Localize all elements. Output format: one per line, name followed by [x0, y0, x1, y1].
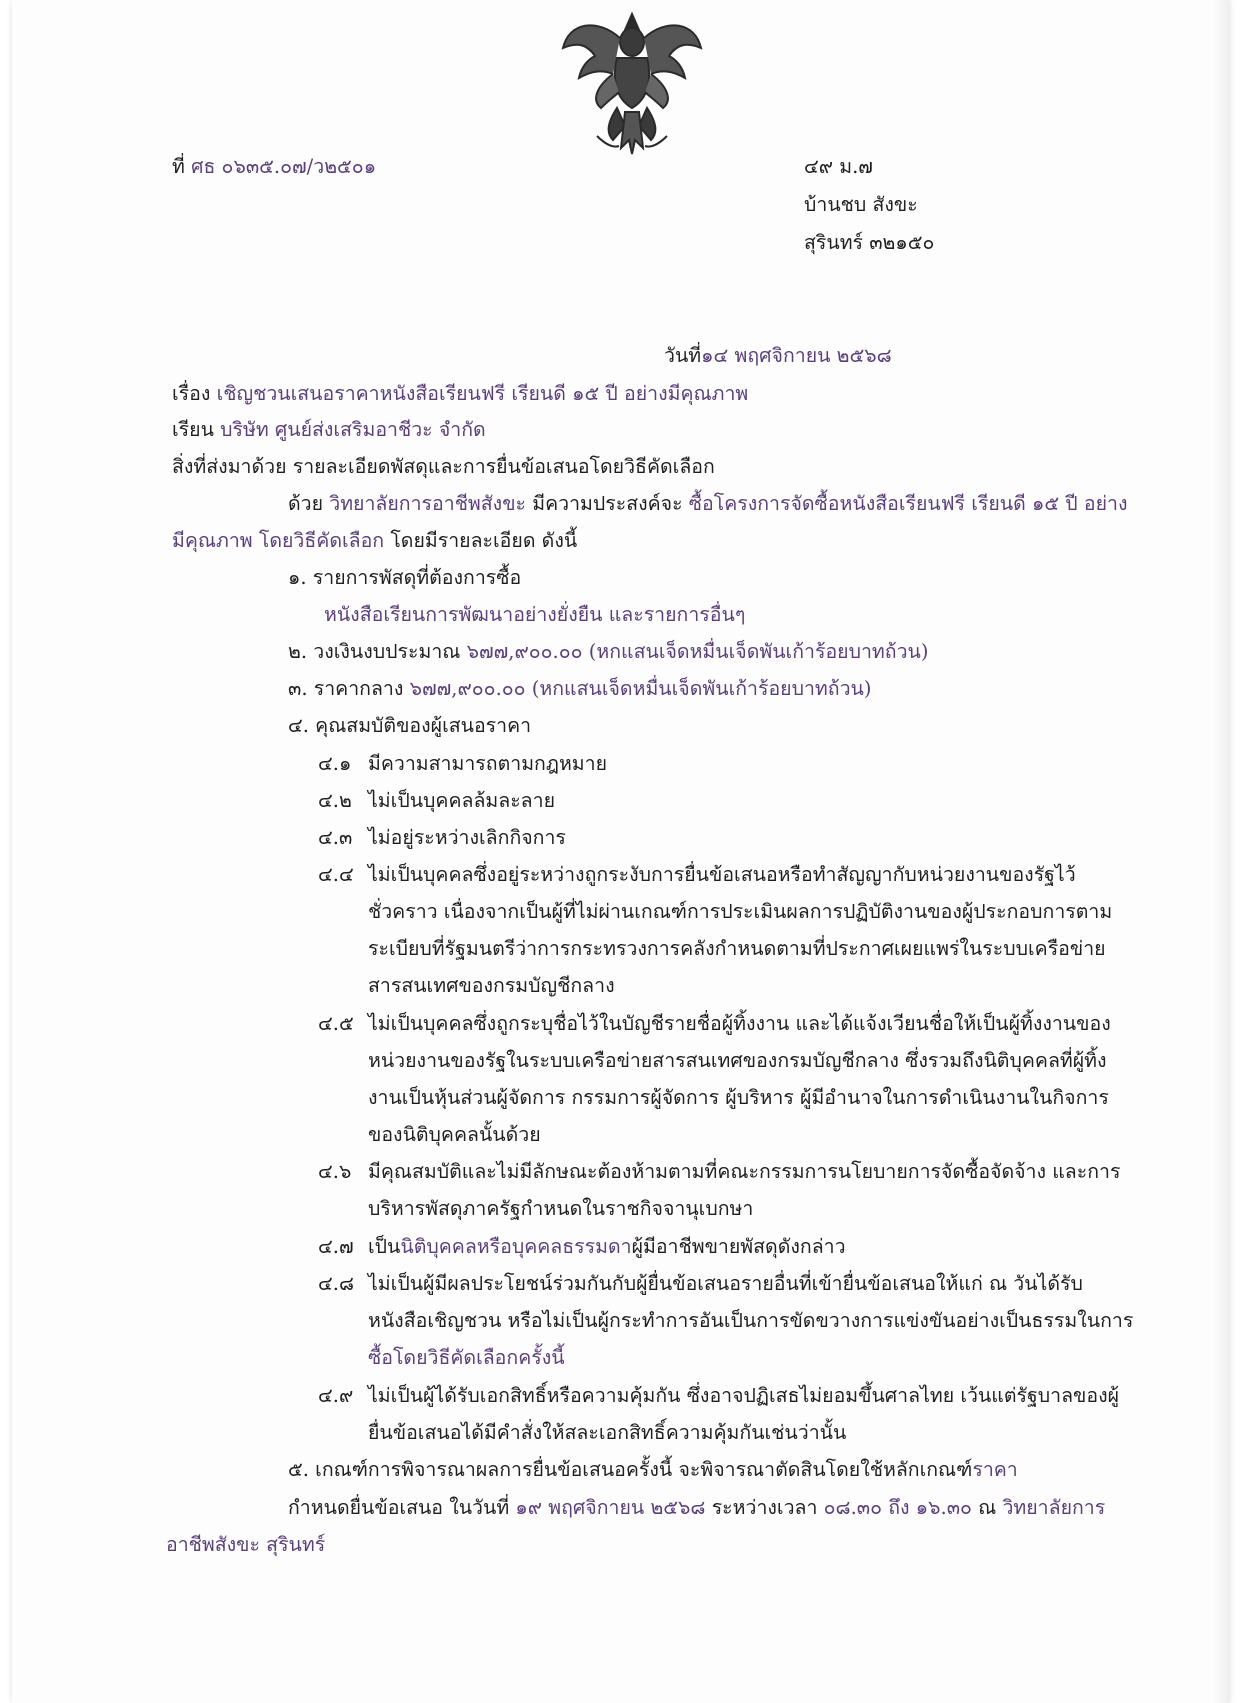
qual-4-1: มีความสามารถตามกฎหมาย	[368, 752, 608, 775]
address-line-3: สุรินทร์ ๓๒๑๕๐	[804, 231, 935, 254]
qual-4-4-line-1: ไม่เป็นบุคคลซึ่งอยู่ระหว่างถูกระงับการยื่นข้อเสนอหรือทำสัญญากับหน่วยงานของรัฐไว้	[368, 863, 1076, 886]
address-line-2: บ้านชบ สังขะ	[804, 193, 918, 216]
qual-4-4-line-2: ชั่วคราว เนื่องจากเป็นผู้ที่ไม่ผ่านเกณฑ์การประเมินผลการปฏิบัติงานของผู้ประกอบการตาม	[368, 900, 1113, 923]
deadline-date: ๑๙ พฤศจิกายน ๒๕๖๘	[515, 1496, 706, 1519]
qual-text: ผู้มีอาชีพขายพัสดุดังกล่าว	[631, 1235, 846, 1258]
subject-line	[172, 380, 748, 408]
qual-4-3: ไม่อยู่ระหว่างเลิกกิจการ	[368, 826, 566, 849]
intro-line-1	[288, 490, 1127, 518]
qual-4-6-line-2: บริหารพัสดุภาครัฐกำหนดในราชกิจจานุเบกษา	[368, 1197, 754, 1220]
date-value: ๑๔ พฤศจิกายน ๒๕๖๘	[701, 344, 892, 367]
qual-4-5-num: ๔.๕	[318, 1012, 354, 1035]
qual-text: เป็น	[368, 1235, 401, 1258]
reference-line	[172, 153, 376, 181]
intro-text: ด้วย	[288, 492, 324, 515]
subject-label: เรื่อง	[172, 382, 211, 405]
qual-4-9-line-2: ยื่นข้อเสนอได้มีคำสั่งให้สละเอกสิทธิ์ความคุ้มกันเช่นว่านั้น	[368, 1421, 847, 1444]
deadline-text: กำหนดยื่นข้อเสนอ ในวันที่	[288, 1496, 510, 1519]
date-label: วันที่	[664, 344, 702, 367]
qual-4-1-num: ๔.๑	[318, 752, 352, 775]
qual-4-5-line-1: ไม่เป็นบุคคลซึ่งถูกระบุชื่อไว้ในบัญชีรายชื่อผู้ทิ้งงาน และได้แจ้งเวียนชื่อให้เป็นผู้ทิ้งงานของ	[368, 1012, 1111, 1035]
item-4-label: ๔. คุณสมบัติของผู้เสนอราคา	[288, 714, 532, 737]
intro-text: มีความประสงค์จะ	[532, 492, 683, 515]
item-3-value: ๖๗๗,๙๐๐.๐๐ (หกแสนเจ็ดหมื่นเจ็ดพันเก้าร้อยบาทถ้วน)	[409, 677, 872, 700]
qual-4-9-line-1: ไม่เป็นผู้ได้รับเอกสิทธิ์หรือความคุ้มกัน ซึ่งอาจปฏิเสธไม่ยอมขึ้นศาลไทย เว้นแต่รัฐบาลของผู้	[368, 1384, 1120, 1407]
item-3-label: ๓. ราคากลาง	[288, 677, 404, 700]
qual-4-5-line-4: ของนิติบุคคลนั้นด้วย	[368, 1123, 541, 1146]
qual-4-4-num: ๔.๔	[318, 863, 354, 886]
qual-4-2-num: ๔.๒	[318, 789, 352, 812]
deadline-time: ๐๘.๓๐ ถึง ๑๖.๓๐	[823, 1496, 972, 1519]
criteria-basis: ราคา	[972, 1458, 1018, 1481]
enclosure-label: สิ่งที่ส่งมาด้วย	[172, 455, 287, 478]
deadline-place: วิทยาลัยการ	[1002, 1496, 1106, 1519]
qual-4-7	[368, 1233, 846, 1261]
address-line-1: ๔๙ ม.๗	[804, 155, 873, 178]
qual-4-9-num: ๔.๙	[318, 1384, 354, 1407]
deadline-line-1	[288, 1494, 1105, 1522]
intro-text: โดยมีรายละเอียด ดังนี้	[390, 529, 578, 552]
entity-type: นิติบุคคลหรือบุคคลธรรมดา	[400, 1235, 632, 1258]
garuda-emblem-icon	[557, 8, 707, 160]
qual-4-8-line-3: ซื้อโดยวิธีคัดเลือกครั้งนี้	[368, 1346, 565, 1369]
intro-line-2	[172, 527, 577, 555]
recipient-value: บริษัท ศูนย์ส่งเสริมอาชีวะ จำกัด	[220, 418, 486, 441]
qual-4-6-num: ๔.๖	[318, 1160, 352, 1183]
reference-label: ที่	[172, 155, 185, 178]
qual-4-7-num: ๔.๗	[318, 1235, 354, 1258]
qual-4-3-num: ๔.๓	[318, 826, 353, 849]
deadline-text: ระหว่างเวลา	[711, 1496, 818, 1519]
qual-4-5-line-3: งานเป็นหุ้นส่วนผู้จัดการ กรรมการผู้จัดการ ผู้บริหาร ผู้มีอำนาจในการดำเนินงานในกิจการ	[368, 1086, 1109, 1109]
scan-edge-shadow	[1212, 0, 1230, 1703]
deadline-text: ณ	[978, 1496, 997, 1519]
qual-4-8-line-2: หนังสือเชิญชวน หรือไม่เป็นผู้กระทำการอันเป็นการขัดขวางการแข่งขันอย่างเป็นธรรมในการ	[368, 1309, 1134, 1332]
qual-4-2: ไม่เป็นบุคคลล้มละลาย	[368, 789, 556, 812]
deadline-line-2: อาชีพสังขะ สุรินทร์	[166, 1533, 326, 1556]
recipient-line	[172, 416, 486, 444]
criteria-text: ๕. เกณฑ์การพิจารณาผลการยื่นข้อเสนอครั้งนี้ จะพิจารณาตัดสินโดยใช้หลักเกณฑ์	[288, 1458, 973, 1481]
qual-4-4-line-4: สารสนเทศของกรมบัญชีกลาง	[368, 974, 615, 997]
qual-4-6-line-1: มีคุณสมบัติและไม่มีลักษณะต้องห้ามตามที่คณะกรรมการนโยบายการจัดซื้อจัดจ้าง และการ	[368, 1160, 1121, 1183]
date-line	[664, 342, 892, 370]
enclosure-value: รายละเอียดพัสดุและการยื่นข้อเสนอโดยวิธีคัดเลือก	[292, 455, 715, 478]
item-1-value: หนังสือเรียนการพัฒนาอย่างยั่งยืน และรายการอื่นๆ	[324, 603, 746, 626]
recipient-label: เรียน	[172, 418, 214, 441]
qual-4-8-num: ๔.๘	[318, 1272, 355, 1295]
reference-number: ศธ ๐๖๓๕.๐๗/ว๒๕๐๑	[191, 155, 377, 178]
college-name: วิทยาลัยการอาชีพสังขะ	[329, 492, 527, 515]
method-name: โดยวิธีคัดเลือก	[258, 529, 385, 552]
enclosure-line	[172, 453, 715, 481]
item-3-line	[288, 675, 871, 703]
qual-4-4-line-3: ระเบียบที่รัฐมนตรีว่าการกระทรวงการคลังกำหนดตามที่ประกาศเผยแพร่ในระบบเครือข่าย	[368, 937, 1106, 960]
subject-value: เชิญชวนเสนอราคาหนังสือเรียนฟรี เรียนดี ๑๕ ปี อย่างมีคุณภาพ	[216, 382, 749, 405]
item-2-line	[288, 638, 928, 666]
letter-page	[12, 0, 1230, 1703]
qual-4-8-line-1: ไม่เป็นผู้มีผลประโยชน์ร่วมกันกับผู้ยื่นข้อเสนอรายอื่นที่เข้ายื่นข้อเสนอให้แก่ ณ วันได้รับ	[368, 1272, 1083, 1295]
project-name-cont: มีคุณภาพ	[172, 529, 253, 552]
item-1-label: ๑. รายการพัสดุที่ต้องการซื้อ	[288, 566, 522, 589]
criteria-line	[288, 1456, 1018, 1484]
project-name: ซื้อโครงการจัดซื้อหนังสือเรียนฟรี เรียนดี ๑๕ ปี อย่าง	[688, 492, 1128, 515]
qual-4-5-line-2: หน่วยงานของรัฐในระบบเครือข่ายสารสนเทศของกรมบัญชีกลาง ซึ่งรวมถึงนิติบุคคลที่ผู้ทิ้ง	[368, 1049, 1107, 1072]
item-2-value: ๖๗๗,๙๐๐.๐๐ (หกแสนเจ็ดหมื่นเจ็ดพันเก้าร้อยบาทถ้วน)	[466, 640, 929, 663]
item-2-label: ๒. วงเงินงบประมาณ	[288, 640, 461, 663]
